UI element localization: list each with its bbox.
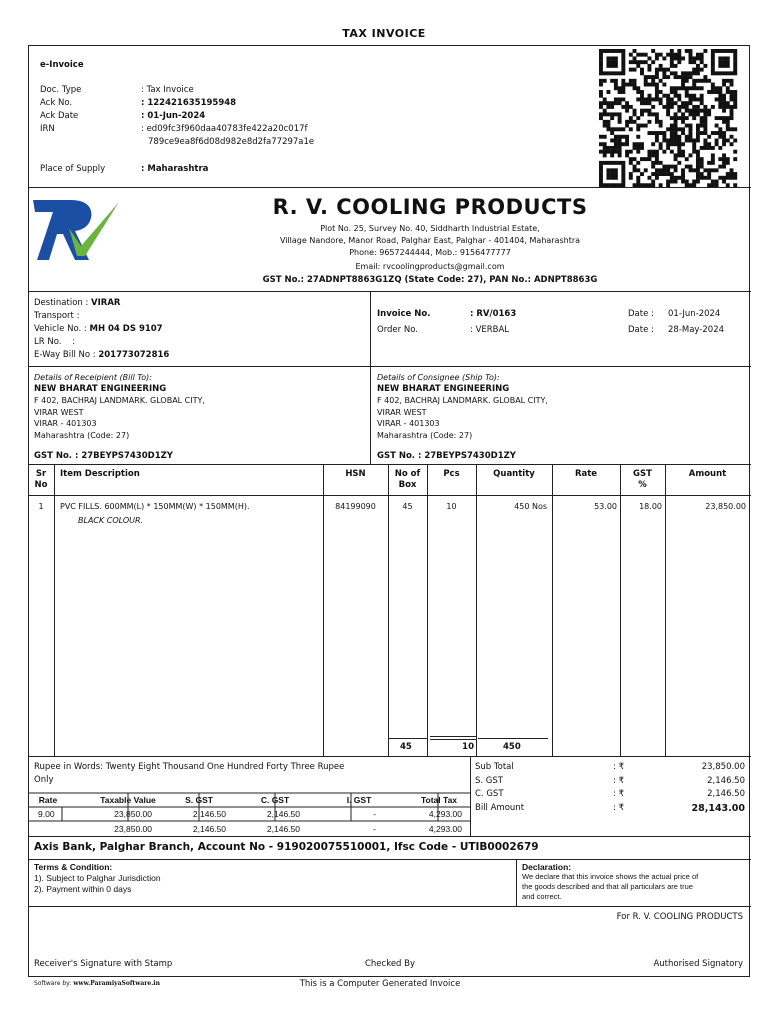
- place-of-supply-label: Place of Supply: [40, 164, 106, 174]
- tax-cell: 2,146.50: [192, 809, 226, 819]
- col-header-description: Item Description: [60, 469, 140, 479]
- bill-to-heading: Details of Receipient (Bill To):: [34, 373, 152, 382]
- amount-in-words: Rupee in Words: Twenty Eight Thousand One Hundred Forty Three Rupee Only: [34, 762, 345, 785]
- tax-header: S. GST: [185, 795, 213, 805]
- total-box: 45: [400, 742, 412, 752]
- divider: [470, 756, 471, 836]
- tax-header: Total Tax: [420, 795, 458, 805]
- company-email: Email: rvcoolingproducts@gmail.com: [355, 262, 505, 271]
- bill-to-gst: GST No. : 27BEYPS7430D1ZY: [34, 451, 173, 461]
- order-no-label: Order No.: [377, 325, 418, 335]
- eway-value: 201773072816: [98, 350, 170, 360]
- divider: [28, 756, 751, 757]
- item-description: PVC FILLS. 600MM(L) * 150MM(W) * 150MM(H).: [60, 502, 250, 511]
- item-pcs: 10: [446, 502, 457, 511]
- irn-value: : ed09fc3f960daa40783fe422a20c017f: [141, 124, 308, 134]
- divider: [28, 187, 751, 188]
- col-header-sr: Sr No: [34, 469, 48, 490]
- col-header-hsn: HSN: [345, 469, 366, 479]
- item-quantity: 450 Nos: [514, 502, 547, 511]
- ship-to-line: VIRAR - 401303: [377, 419, 440, 428]
- receiver-signature-label: Receiver's Signature with Stamp: [34, 959, 173, 969]
- tax-cell: 23,850.00: [114, 809, 152, 819]
- vehicle-value: MH 04 DS 9107: [89, 324, 163, 334]
- destination-row: [34, 297, 169, 310]
- item-description-line2: BLACK COLOUR.: [78, 516, 144, 525]
- bill-to-line: Maharashtra (Code: 27): [34, 430, 130, 440]
- divider: [28, 859, 751, 860]
- total-quantity: 450: [503, 742, 521, 752]
- col-header-rate: Rate: [574, 469, 598, 479]
- ship-to-line: VIRAR WEST: [377, 407, 427, 417]
- bill-to-line: VIRAR WEST: [34, 407, 84, 417]
- terms-line: 2). Payment within 0 days: [34, 884, 132, 894]
- tax-cell: 4,293.00: [428, 824, 462, 834]
- item-rate: 53.00: [594, 502, 617, 511]
- transport-block: [34, 297, 169, 362]
- terms-line: 1). Subject to Palghar Jurisdiction: [34, 873, 161, 883]
- tax-cell: -: [373, 824, 376, 834]
- tax-cell: 4,293.00: [428, 809, 462, 819]
- summary-row: Sub Total : ₹ 23,850.00: [475, 762, 745, 772]
- declaration-line: We declare that this invoice shows the actual price of: [522, 872, 699, 881]
- summary-row-bill-amount: Bill Amount : ₹ 28,143.00: [475, 802, 745, 814]
- einvoice-label: Ack Date: [40, 111, 79, 121]
- summary-block: [475, 761, 745, 815]
- divider: [28, 836, 751, 837]
- document-title: TAX INVOICE: [342, 27, 426, 40]
- total-rule: [478, 738, 548, 739]
- eway-label: E-Way Bill No :: [34, 350, 96, 360]
- divider: [28, 464, 751, 465]
- tax-cell: 23,850.00: [114, 824, 152, 834]
- tax-cell: 2,146.50: [192, 824, 226, 834]
- einvoice-label: Doc. Type: [40, 85, 82, 95]
- order-no-value: : VERBAL: [470, 325, 510, 335]
- ship-to-heading: Details of Consignee (Ship To):: [377, 373, 500, 382]
- divider: [370, 291, 371, 464]
- tax-cell: 2,146.50: [266, 824, 300, 834]
- qr-code-icon: [596, 49, 740, 187]
- eway-row: [34, 349, 169, 362]
- invoice-date-value: 01-Jun-2024: [668, 309, 721, 319]
- terms-heading: Terms & Condition:: [34, 862, 113, 872]
- col-header-amount: Amount: [688, 469, 727, 479]
- total-rule: [430, 739, 476, 740]
- item-sr: 1: [38, 502, 44, 511]
- ship-to-line: Maharashtra (Code: 27): [377, 430, 473, 440]
- bill-to-block: [34, 372, 205, 441]
- checked-by-label: Checked By: [364, 959, 416, 969]
- transport-label: Transport :: [34, 311, 80, 321]
- item-amount: 23,850.00: [705, 502, 746, 511]
- terms-block: [34, 862, 161, 895]
- bank-details: Axis Bank, Palghar Branch, Account No - 919020075510001, Ifsc Code - UTIB0002679: [34, 841, 539, 853]
- item-box: 45: [402, 502, 413, 511]
- company-logo-icon: [31, 198, 123, 264]
- declaration-block: [522, 862, 698, 902]
- divider: [28, 291, 751, 292]
- total-pcs: 10: [462, 742, 474, 752]
- einvoice-heading: e-Invoice: [40, 60, 84, 70]
- authorised-signatory-label: Authorised Signatory: [653, 959, 743, 969]
- col-header-pcs: Pcs: [443, 469, 460, 479]
- tax-header: Taxable Value: [100, 795, 156, 805]
- destination-label: Destination :: [34, 298, 89, 308]
- total-rule: [388, 738, 428, 739]
- ship-to-name: NEW BHARAT ENGINEERING: [377, 383, 510, 394]
- order-date-label: Date :: [628, 325, 654, 335]
- lr-label: LR No. :: [34, 337, 76, 347]
- invoice-date-label: Date :: [628, 309, 654, 319]
- tax-cell: 2,146.50: [266, 809, 300, 819]
- computer-generated-note: This is a Computer Generated Invoice: [299, 979, 461, 989]
- total-rule: [430, 736, 476, 737]
- einvoice-labels: [40, 84, 81, 136]
- place-of-supply-value: : Maharashtra: [141, 164, 209, 174]
- company-name: R. V. COOLING PRODUCTS: [272, 195, 588, 219]
- tax-header: C. GST: [260, 795, 290, 805]
- irn-value-line2: 789ce9ea8f6d08d982e8d2fa77297a1e: [148, 137, 315, 147]
- divider: [28, 366, 751, 367]
- company-gst: GST No.: 27ADNPT8863G1ZQ (State Code: 27), PAN No.: ADNPT8863G: [262, 275, 598, 285]
- company-phone: Phone: 9657244444, Mob.: 9156477777: [349, 248, 511, 257]
- divider: [516, 859, 517, 906]
- einvoice-label: IRN: [40, 124, 55, 134]
- einvoice-values: [141, 84, 314, 149]
- item-hsn: 84199090: [335, 502, 376, 511]
- col-header-quantity: Quantity: [493, 469, 535, 479]
- divider: [28, 495, 751, 496]
- vehicle-row: [34, 323, 169, 336]
- bill-to-name: NEW BHARAT ENGINEERING: [34, 383, 167, 394]
- tax-header: I. GST: [346, 795, 372, 805]
- tax-header: Rate: [38, 795, 58, 805]
- item-gst: 18.00: [639, 502, 662, 511]
- invoice-no-value: : RV/0163: [470, 309, 517, 319]
- divider: [28, 906, 751, 907]
- for-company-label: For R. V. COOLING PRODUCTS: [616, 912, 743, 922]
- vehicle-label: Vehicle No. :: [34, 324, 87, 334]
- ack-no-value: : 122421635195948: [141, 98, 237, 108]
- ship-to-block: [377, 372, 548, 441]
- ack-date-value: : 01-Jun-2024: [141, 111, 206, 121]
- declaration-heading: Declaration:: [522, 862, 572, 872]
- summary-row: C. GST : ₹ 2,146.50: [475, 789, 745, 799]
- destination-value: VIRAR: [91, 298, 121, 308]
- tax-cell: -: [373, 809, 376, 819]
- bill-to-line: F 402, BACHRAJ LANDMARK. GLOBAL CITY,: [34, 396, 205, 405]
- tax-cell: 9.00: [38, 809, 55, 819]
- company-address-line2: Village Nandore, Manor Road, Palghar East, Palghar - 401404, Maharashtra: [279, 236, 581, 245]
- order-date-value: 28-May-2024: [668, 325, 725, 335]
- col-header-box: No of Box: [394, 469, 421, 490]
- invoice-no-label: Invoice No.: [377, 309, 431, 319]
- bill-to-line: VIRAR - 401303: [34, 419, 97, 428]
- divider: [54, 464, 55, 756]
- declaration-line: the goods described and that all particulars are true: [522, 882, 693, 891]
- ship-to-gst: GST No. : 27BEYPS7430D1ZY: [377, 451, 516, 461]
- software-credit: Software by: www.ParamiyaSoftware.in: [34, 980, 160, 987]
- doc-type-value: : Tax Invoice: [141, 85, 194, 95]
- ship-to-line: F 402, BACHRAJ LANDMARK. GLOBAL CITY,: [377, 396, 548, 405]
- summary-row: S. GST : ₹ 2,146.50: [475, 775, 745, 786]
- col-header-gst: GST %: [633, 469, 652, 490]
- declaration-line: and correct.: [522, 892, 562, 901]
- company-address-line1: Plot No. 25, Survey No. 40, Siddharth Industrial Estate,: [320, 224, 540, 233]
- einvoice-label: Ack No.: [40, 98, 73, 108]
